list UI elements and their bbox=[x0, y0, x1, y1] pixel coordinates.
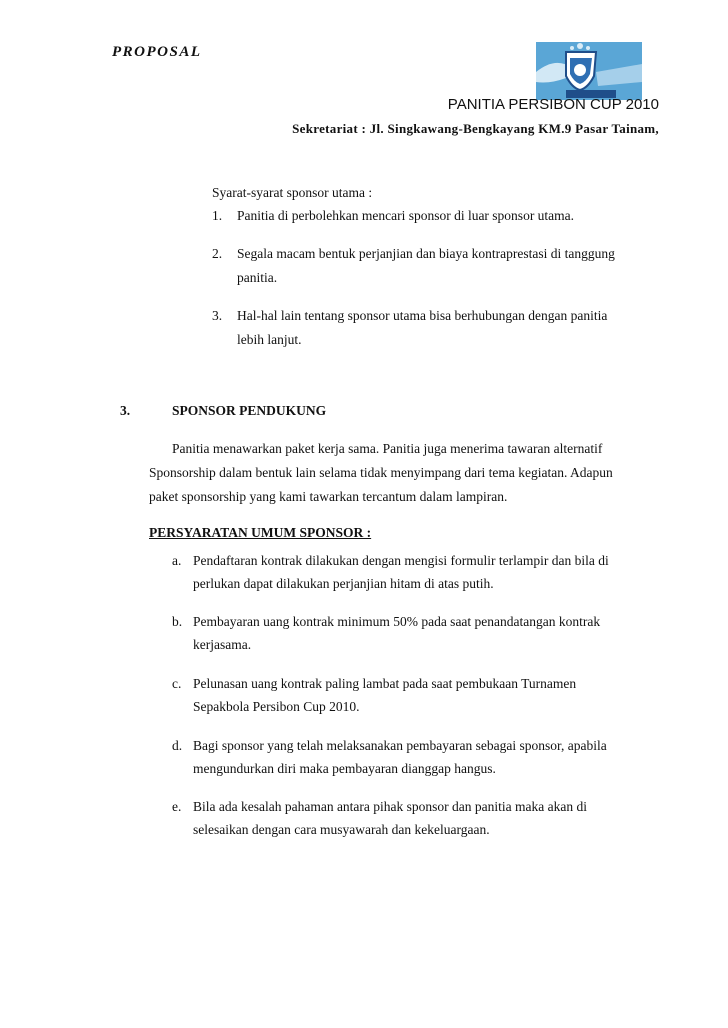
requirement-text: Bila ada kesalah pahaman antara pihak sponsor dan panitia maka akan di bbox=[193, 799, 587, 814]
paragraph-line: Panitia menawarkan paket kerja sama. Panitia juga menerima tawaran alternatif bbox=[172, 441, 603, 456]
list-item-number: 2. bbox=[212, 246, 223, 261]
section-title: SPONSOR PENDUKUNG bbox=[172, 403, 327, 418]
list-item-text: lebih lanjut. bbox=[237, 332, 302, 347]
list-item-number: 3. bbox=[212, 308, 223, 323]
requirement-text: Pendaftaran kontrak dilakukan dengan mengisi formulir terlampir dan bila di bbox=[193, 553, 609, 568]
requirement-text: mengundurkan diri maka pembayaran dianggap hangus. bbox=[193, 761, 496, 776]
requirement-text: selesaikan dengan cara musyawarah dan kekeluargaan. bbox=[193, 822, 490, 837]
requirement-text: Sepakbola Persibon Cup 2010. bbox=[193, 699, 360, 714]
requirement-text: Pelunasan uang kontrak paling lambat pada saat pembukaan Turnamen bbox=[193, 676, 577, 691]
requirement-text: Bagi sponsor yang telah melaksanakan pembayaran sebagai sponsor, apabila bbox=[193, 738, 607, 753]
list-item-text: Segala macam bentuk perjanjian dan biaya kontraprestasi di tanggung bbox=[237, 246, 615, 261]
requirement-text: perlukan dapat dilakukan perjanjian hitam di atas putih. bbox=[193, 576, 494, 591]
requirement-text: Pembayaran uang kontrak minimum 50% pada saat penandatangan kontrak bbox=[193, 614, 601, 629]
paragraph-line: paket sponsorship yang kami tawarkan tercantum dalam lampiran. bbox=[149, 489, 508, 504]
secretariat-address: Sekretariat : Jl. Singkawang-Bengkayang KM.9 Pasar Tainam, bbox=[292, 121, 659, 136]
persibon-logo bbox=[536, 42, 642, 100]
requirement-letter: b. bbox=[172, 614, 183, 629]
list-item-text: panitia. bbox=[237, 270, 278, 285]
organizer-title: PANITIA PERSIBON CUP 2010 bbox=[447, 96, 659, 113]
requirement-letter: c. bbox=[172, 676, 182, 691]
requirement-letter: e. bbox=[172, 799, 182, 814]
list-item-text: Hal-hal lain tentang sponsor utama bisa berhubungan dengan panitia bbox=[237, 308, 608, 323]
proposal-label: PROPOSAL bbox=[112, 44, 202, 60]
requirements-heading: PERSYARATAN UMUM SPONSOR : bbox=[149, 525, 372, 540]
persibon-logo-graphic bbox=[536, 42, 642, 100]
paragraph-line: Sponsorship dalam bentuk lain selama tidak menyimpang dari tema kegiatan. Adapun bbox=[149, 465, 613, 480]
list-item-number: 1. bbox=[212, 208, 223, 223]
section-number: 3. bbox=[120, 403, 131, 418]
requirement-text: kerjasama. bbox=[193, 637, 252, 652]
main-sponsor-heading: Syarat-syarat sponsor utama : bbox=[212, 185, 373, 200]
requirement-letter: d. bbox=[172, 738, 183, 753]
list-item-text: Panitia di perbolehkan mencari sponsor di luar sponsor utama. bbox=[237, 208, 575, 223]
requirement-letter: a. bbox=[172, 553, 182, 568]
